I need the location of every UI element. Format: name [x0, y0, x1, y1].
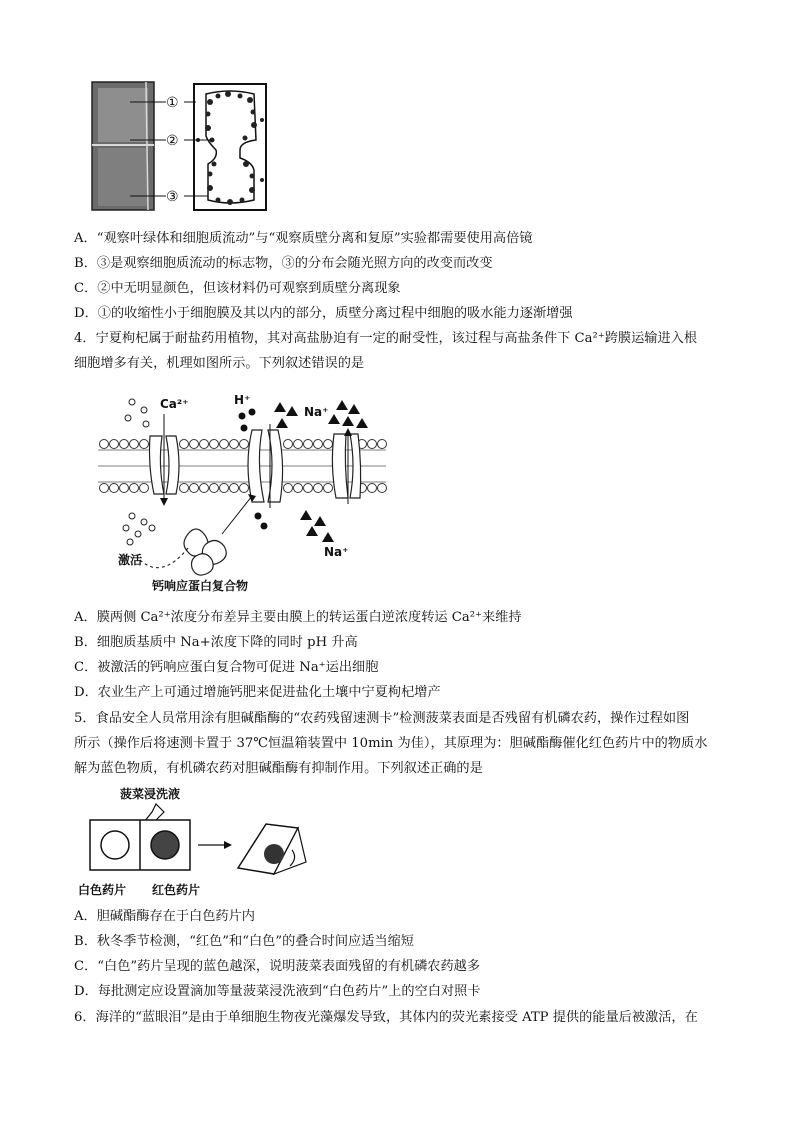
- q3-option-b: B．③是观察细胞质流动的标志物，③的分布会随光照方向的改变而改变: [74, 256, 493, 271]
- q3-option-a: A．“观察叶绿体和细胞质流动”与“观察质壁分离和复原”实验都需要使用高倍镜: [74, 231, 533, 246]
- red-tablet-label: 红色药片: [152, 883, 201, 897]
- q4-option-b: B．细胞质基质中 Na+浓度下降的同时 pH 升高: [74, 635, 358, 650]
- red-tablet: [151, 831, 179, 859]
- q5-option-b: B．秋冬季节检测，“红色”和“白色”的叠合时间应适当缩短: [74, 934, 414, 949]
- q4-option-d: D．农业生产上可通过增施钙肥来促进盐化土壤中宁夏枸杞增产: [74, 685, 441, 700]
- label-2: ②: [166, 133, 179, 149]
- label-1: ①: [166, 95, 179, 111]
- label-3: ③: [166, 189, 179, 205]
- na-label-bottom: Na⁺: [324, 545, 349, 559]
- q5-stem-line2: 所示（操作后将速测卡置于 37℃恒温箱装置中 10min 为佳），其原理为：胆碱酯酶催化红色药片中的物质水: [74, 736, 708, 751]
- q5-stem-line1: 5．食品安全人员常用涂有胆碱酯酶的“农药残留速测卡”检测菠菜表面是否残留有机磷农药，操作过程如图: [74, 711, 690, 726]
- white-tablet-label: 白色药片: [78, 883, 127, 897]
- q5-stem-line3: 解为蓝色物质，有机磷农药对胆碱酯酶有抑制作用。下列叙述正确的是: [74, 761, 483, 776]
- q4-option-c: C．被激活的钙响应蛋白复合物可促进 Na⁺运出细胞: [74, 660, 379, 675]
- q6-stem-line1: 6．海洋的“蓝眼泪”是由于单细胞生物夜光藻爆发导致，其体内的荧光素接受 ATP 提供的能量后被激活，在: [74, 1010, 698, 1025]
- calcium-response-protein-complex: [184, 529, 226, 575]
- q4-option-a: A．膜两侧 Ca²⁺浓度分布差异主要由膜上的转运蛋白逆浓度转运 Ca²⁺来维持: [74, 610, 522, 625]
- complex-label: 钙响应蛋白复合物: [152, 579, 249, 593]
- h-label: H⁺: [234, 393, 251, 407]
- white-tablet: [101, 831, 129, 859]
- q5-option-c: C．“白色”药片呈现的蓝色越深，说明菠菜表面残留的有机磷农药越多: [74, 959, 481, 974]
- pesticide-test-card-figure: [78, 784, 318, 902]
- membrane-transport-figure: [92, 384, 392, 594]
- q3-option-c: C．②中无明显颜色，但该材料仍可观察到质壁分离现象: [74, 281, 401, 296]
- ca-label: Ca²⁺: [160, 397, 189, 411]
- q4-stem-line2: 细胞增多有关，机理如图所示。下列叙述错误的是: [74, 356, 365, 371]
- na-label-top: Na⁺: [304, 405, 329, 419]
- q3-option-d: D．①的收缩性小于细胞膜及其以内的部分，质壁分离过程中细胞的吸水能力逐渐增强: [74, 306, 573, 321]
- activate-label: 激活: [118, 553, 143, 567]
- cell-plasmolysis-figure: [90, 80, 270, 214]
- q5-option-a: A．胆碱酯酶存在于白色药片内: [74, 909, 255, 924]
- wash-label: 菠菜浸洗液: [120, 787, 181, 801]
- q4-stem-line1: 4．宁夏枸杞属于耐盐药用植物，其对高盐胁迫有一定的耐受性，该过程与高盐条件下 Ca²⁺跨膜运输进入根: [74, 331, 698, 346]
- q5-option-d: D．每批测定应设置滴加等量菠菜浸洗液到“白色药片”上的空白对照卡: [74, 984, 481, 999]
